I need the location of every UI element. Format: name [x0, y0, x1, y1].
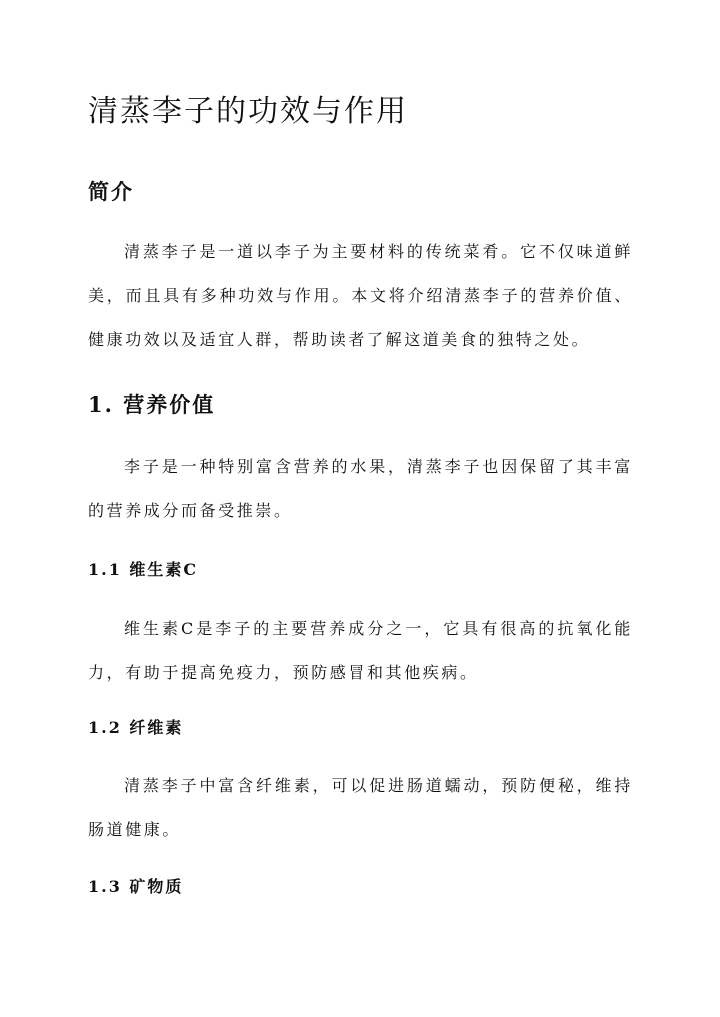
nutrition-paragraph: 李子是一种特别富含营养的水果，清蒸李子也因保留了其丰富的营养成分而备受推崇。: [88, 457, 633, 520]
section-heading-intro: 简介: [88, 179, 134, 204]
vitamin-c-paragraph: 维生素C是李子的主要营养成分之一，它具有很高的抗氧化能力，有助于提高免疫力，预防感冒和其他疾病。: [88, 619, 633, 682]
subsection-heading-vitamin-c: 1.1 维生素C: [88, 560, 199, 579]
intro-paragraph: 清蒸李子是一道以李子为主要材料的传统菜肴。它不仅味道鲜美，而且具有多种功效与作用。本文将介绍清蒸李子的营养价值、健康功效以及适宜人群，帮助读者了解这道美食的独特之处。: [88, 242, 633, 349]
fiber-paragraph: 清蒸李子中富含纤维素，可以促进肠道蠕动，预防便秘，维持肠道健康。: [88, 776, 633, 839]
subsection-heading-minerals: 1.3 矿物质: [88, 877, 184, 896]
section-heading-nutrition: 1. 营养价值: [88, 392, 216, 417]
document-title: 清蒸李子的功效与作用: [88, 94, 408, 129]
subsection-heading-fiber: 1.2 纤维素: [88, 718, 184, 737]
